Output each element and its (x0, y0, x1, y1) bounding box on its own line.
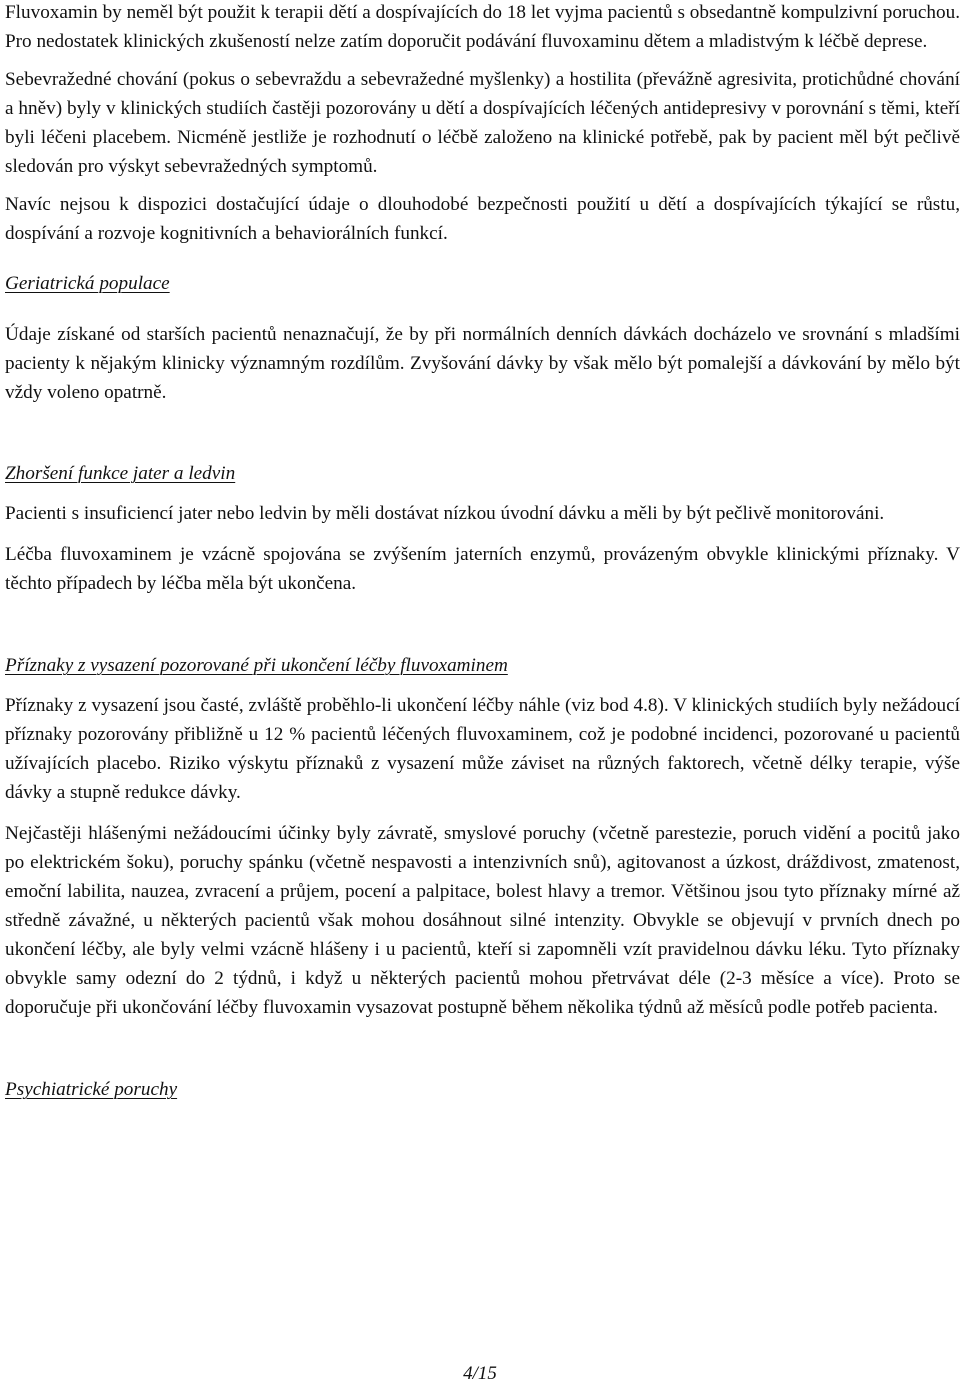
heading-liver-kidney: Zhoršení funkce jater a ledvin (5, 463, 236, 484)
paragraph-geriatric: Údaje získané od starších pacientů nenaznačují, že by při normálních denních dávkách docházelo ve srovnání s mladšími pacienty k nějakým klinicky významným rozdílům. Zvyšování dávky by však mělo být pomalejší a dávkování by mělo být vždy voleno opatrně. (5, 324, 960, 403)
paragraph-children-use: Fluvoxamin by neměl být použit k terapii dětí a dospívajících do 18 let vyjma pacientů s obsedantně kompulzivní poruchou. Pro nedostatek klinických zkušeností nelze zatím doporučit podávání fluvoxaminu dětem a mladistvým k léčbě deprese. (5, 2, 960, 52)
heading-geriatric-population: Geriatrická populace (5, 273, 170, 294)
paragraph-withdrawal-frequency: Příznaky z vysazení jsou časté, zvláště proběhlo-li ukončení léčby náhle (viz bod 4.8). V klinických studiích byly nežádoucí příznaky pozorovány přibližně u 12 % pacientů léčených fluvoxaminem, což je podobné incidenci, pozorované u pacientů užívajících placebo. Riziko výskytu příznaků z vysazení může záviset na různých faktorech, včetně délky terapie, výše dávky a stupně redukce dávky. (5, 695, 960, 803)
paragraph-liver-kidney-insufficiency: Pacienti s insuficiencí jater nebo ledvin by měli dostávat nízkou úvodní dávku a měli by být pečlivě monitorováni. (5, 503, 885, 524)
paragraph-liver-enzymes: Léčba fluvoxaminem je vzácně spojována se zvýšením jaterních enzymů, provázeným obvykle klinickými příznaky. V těchto případech by léčba měla být ukončena. (5, 544, 960, 594)
paragraph-long-term-safety: Navíc nejsou k dispozici dostačující údaje o dlouhodobé bezpečnosti použití u dětí a dospívajících týkající se růstu, dospívání a rozvoje kognitivních a behaviorálních funkcí. (5, 194, 960, 244)
document-page (5, 0, 960, 1104)
page-number: 4/15 (463, 1363, 497, 1384)
heading-withdrawal-symptoms: Příznaky z vysazení pozorované při ukončení léčby fluvoxaminem (5, 655, 508, 676)
paragraph-withdrawal-adverse-effects: Nejčastěji hlášenými nežádoucími účinky byly závratě, smyslové poruchy (včetně parestezie, poruch vidění a pocitů jako po elektrickém šoku), poruchy spánku (včetně nespavosti a intenzivních snů), agitovanost a úzkost, dráždivost, zmatenost, emoční labilita, nauzea, zvracení a průjem, pocení a palpitace, bolest hlavy a tremor. Většinou jsou tyto příznaky mírné až středně závažné, u některých pacientů však mohou dosáhnout silné intenzity. Obvykle se objevují v prvních dnech po ukončení léčby, ale byly velmi vzácně hlášeny i u pacientů, kteří si zapomněli vzít pravidelnou dávku léku. Tyto příznaky obvykle samy odezní do 2 týdnů, i když u některých pacientů mohou přetrvávat déle (2-3 měsíce a více). Proto se doporučuje při ukončování léčby fluvoxamin vysazovat postupně během několika týdnů až měsíců podle potřeb pacienta. (5, 823, 960, 1018)
heading-psychiatric-disorders: Psychiatrické poruchy (5, 1079, 178, 1100)
paragraph-suicidal-behavior: Sebevražedné chování (pokus o sebevraždu a sebevražedné myšlenky) a hostilita (převážně agresivita, protichůdné chování a hněv) byly v klinických studiích častěji pozorovány u dětí a dospívajících léčených antidepresivy v porovnání s těmi, kteří byli léčeni placebem. Nicméně jestliže je rozhodnutí o léčbě založeno na klinické potřebě, pak by pacient měl být pečlivě sledován pro výskyt sebevražedných symptomů. (5, 69, 960, 177)
